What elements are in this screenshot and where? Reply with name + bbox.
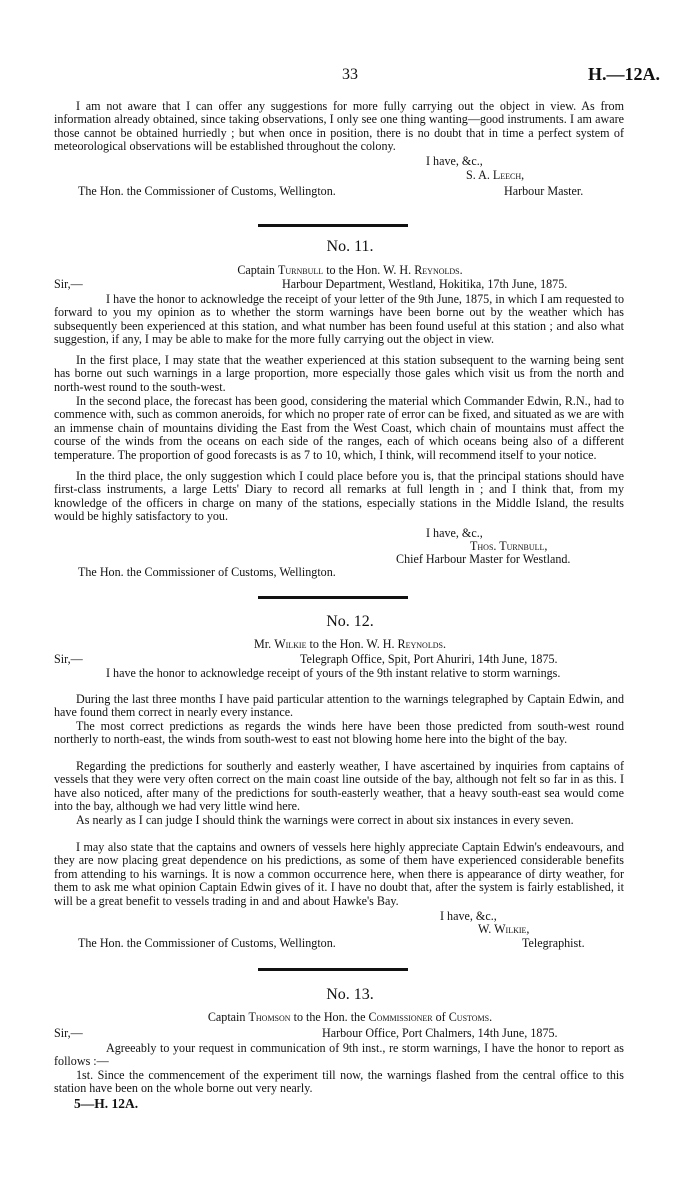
intro-signatory-title: Harbour Master.: [504, 184, 584, 198]
letter11-paragraph-4: In the third place, the only suggestion which I could place before you is, that the principal stations should have first-class instruments, a large Letts' Diary to record all remarks at full length in ; and I think that, from my knowledge of the officers in charge on many of the stations, especially stations in the Middle Island, the results would be highly satisfactory to you.: [54, 469, 624, 524]
letter11-salutation: Sir,—: [54, 277, 83, 291]
intro-paragraph: I am not aware that I can offer any suggestions for more fully carrying out the object in view. As from information already obtained, since taking observations, I only see one thing wanting—good instruments. I am aware those cannot be obtained hurriedly ; but when once in position, there is no doubt that in time a perfect system of meteorological observations will be established throughout the colony.: [54, 99, 624, 154]
letter11-closing: I have, &c.,: [426, 526, 483, 540]
letter13-paragraph-1: Agreeably to your request in communication of 9th inst., re storm warnings, I have the honor to report as follows :—: [54, 1041, 624, 1069]
intro-closing: I have, &c.,: [426, 154, 483, 168]
letter12-paragraph-4: Regarding the predictions for southerly and easterly weather, I have ascertained by inquiries from captains of vessels that they were very often correct on the main coast line outside of the bay, although not felt so far in as this. I have also noticed, after many of the predictions for south-easterly weather, that a heavy south-east sea would come into the bay, although we had very little wind here.: [54, 759, 624, 814]
letter12-salutation: Sir,—: [54, 652, 83, 666]
letter13-heading: Captain Thomson to the Hon. the Commissioner of Customs.: [207, 1010, 493, 1024]
letter12-paragraph-1: I have the honor to acknowledge receipt of yours of the 9th instant relative to storm warnings.: [106, 666, 561, 680]
letter13-paragraph-2: 1st. Since the commencement of the experiment till now, the warnings flashed from the central office to this station have been on the whole borne out very nearly.: [54, 1068, 624, 1096]
letter12-number: No. 12.: [326, 613, 374, 630]
letter12-paragraph-6: I may also state that the captains and owners of vessels here highly appreciate Captain Edwin's endeavours, and they are now placing great dependence on his predictions, as some of them have experienced considerable benefits from attending to his warnings. It is now a common occurrence here, when there is appearance of dirty weather, for them to ask me what opinion Captain Edwin gives of it. I have no doubt that, after the system is fairly established, it will be a great benefit to vessels trading in and and about Hawke's Bay.: [54, 840, 624, 908]
letter12-closing: I have, &c.,: [440, 909, 497, 923]
letter12-signature: W. Wilkie,: [478, 922, 530, 936]
letter12-recipient: The Hon. the Commissioner of Customs, Wellington.: [78, 936, 336, 950]
letter13-number: No. 13.: [326, 986, 374, 1003]
section-rule: [258, 968, 408, 971]
letter11-signatory-title: Chief Harbour Master for Westland.: [396, 552, 571, 566]
letter12-address: Telegraph Office, Spit, Port Ahuriri, 14th June, 1875.: [300, 652, 558, 666]
letter11-number: No. 11.: [326, 238, 374, 255]
signature-mark: 5—H. 12A.: [74, 1096, 139, 1111]
letter11-recipient: The Hon. the Commissioner of Customs, Wellington.: [78, 565, 336, 579]
letter11-paragraph-2: In the first place, I may state that the weather experienced at this station subsequent to the warning being sent has borne out such warnings in a large proportion, more especially those gales which visit us from the north and north-west round to the south-west.: [54, 353, 624, 394]
section-rule: [258, 596, 408, 599]
intro-signature: S. A. Leech,: [466, 168, 525, 182]
letter11-heading: Captain Turnbull to the Hon. W. H. Reynolds.: [237, 263, 463, 277]
page-number: 33: [342, 66, 358, 83]
letter12-paragraph-3: The most correct predictions as regards the winds here have been those predicted from south-west round northerly to north-east, the winds from south-west to east not blowing home here into the bight of the bay.: [54, 719, 624, 747]
letter11-paragraph-1: I have the honor to acknowledge the receipt of your letter of the 9th June, 1875, in which I am requested to forward to you my opinion as to whether the storm warnings have been borne out by the weather which has subsequently been experienced at this station, and what number has been found useful at this station ; and also what suggestion, if any, I may be able to make for the more fully carrying out the object in view.: [54, 292, 624, 347]
document-reference: H.—12A.: [588, 64, 660, 84]
letter12-signatory-title: Telegraphist.: [522, 936, 585, 950]
letter13-address: Harbour Office, Port Chalmers, 14th June, 1875.: [322, 1026, 558, 1040]
letter13-salutation: Sir,—: [54, 1026, 83, 1040]
intro-recipient: The Hon. the Commissioner of Customs, Wellington.: [78, 184, 336, 198]
letter12-paragraph-2: During the last three months I have paid particular attention to the warnings telegraphed by Captain Edwin, and have found them correct in nearly every instance.: [54, 692, 624, 720]
letter12-heading: Mr. Wilkie to the Hon. W. H. Reynolds.: [254, 637, 446, 651]
letter11-address: Harbour Department, Westland, Hokitika, 17th June, 1875.: [282, 277, 568, 291]
letter12-paragraph-5: As nearly as I can judge I should think the warnings were correct in about six instances in every seven.: [76, 813, 574, 827]
letter11-paragraph-3: In the second place, the forecast has been good, considering the material which Commander Edwin, R.N., had to commence with, such as common aneroids, for which no proper rate of error can be fixed, and situated as we are with an immense chain of mountains dividing the East from the West Coast, which chain of mountains must affect the course of the winds from the oceans on each side of the ranges, each of which oceans being also of a different temperature. The proportion of good forecasts is as 7 to 10, which, I think, will recommend itself to your notice.: [54, 394, 624, 462]
section-rule: [258, 224, 408, 227]
letter11-signature: Thos. Turnbull,: [470, 539, 548, 553]
